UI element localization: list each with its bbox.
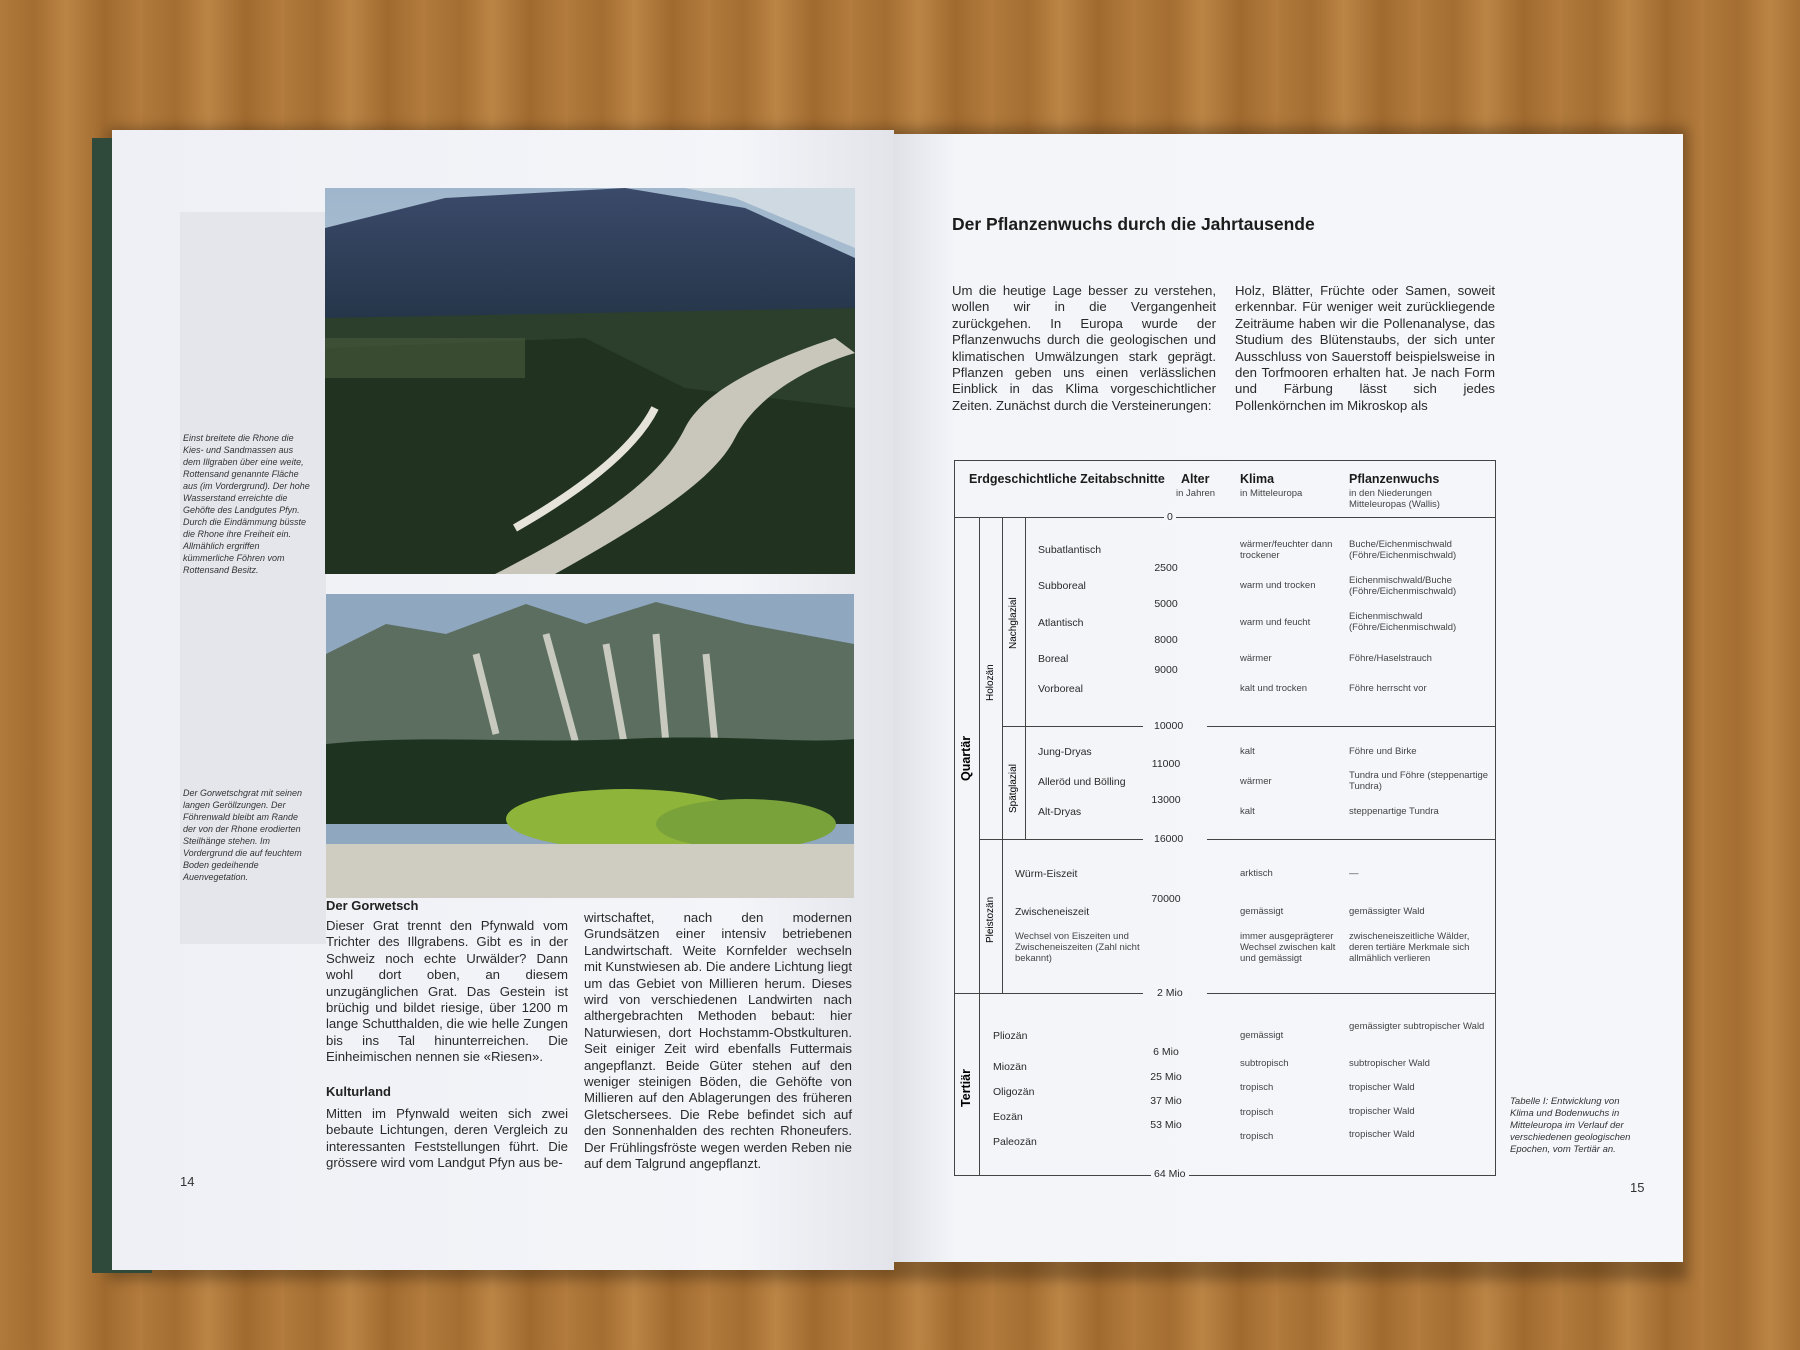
year-label: 8000 bbox=[1154, 634, 1178, 646]
row-flora: gemässigter Wald bbox=[1349, 906, 1425, 917]
divider-16000-right bbox=[1207, 839, 1495, 840]
row-climate: kalt bbox=[1240, 746, 1255, 757]
row-climate: immer ausgeprägterer Wechsel zwischen kalt und gemässigt bbox=[1240, 931, 1336, 964]
row-climate: gemässigt bbox=[1240, 1030, 1284, 1041]
divider-10000-left bbox=[1003, 726, 1143, 727]
year-label: 5000 bbox=[1154, 598, 1178, 610]
header-climate: Klima bbox=[1240, 472, 1275, 486]
boundary-2mio: 2 Mio bbox=[1154, 987, 1186, 999]
page-number-left: 14 bbox=[180, 1174, 195, 1189]
row-name: Subboreal bbox=[1038, 580, 1086, 592]
intro-column-2: Holz, Blätter, Früchte oder Samen, soweit erkennbar. Für weniger weit zurückliegende Zeiträume haben wir die Pollenanalyse, das Studium des Blütenstaubs, der sich unter Ausschluss von Sauerstoff beispielsweise in den Torfmooren erhalten hat. Je nach Form und Färbung lässt sich jedes Pollenkörnchen im Mikroskop als bbox=[1235, 283, 1495, 413]
row-climate: tropisch bbox=[1240, 1131, 1274, 1142]
boundary-16000: 16000 bbox=[1151, 833, 1186, 845]
row-climate: wärmer bbox=[1240, 653, 1272, 664]
row-name: Oligozän bbox=[993, 1086, 1035, 1098]
subera-holozaen: Holozän bbox=[985, 664, 996, 701]
intro-column-1: Um die heutige Lage besser zu verstehen, wollen wir in die Vergangenheit zurückgehen. In Europa wurde der Pflanzenwuchs durch die geologischen und klimatischen Umwälzungen stark geprägt. Pflanzen geben uns einen verlässlichen Einblick in das Klima vorgeschichtlicher Zeiten. Zunächst durch die Versteinerungen: bbox=[952, 283, 1216, 413]
row-name: Paleozän bbox=[993, 1136, 1037, 1148]
boundary-10000: 10000 bbox=[1151, 720, 1186, 732]
row-name: Vorboreal bbox=[1038, 683, 1083, 695]
row-climate: arktisch bbox=[1240, 868, 1273, 879]
divider-2mio-right bbox=[1207, 993, 1495, 994]
row-climate: tropisch bbox=[1240, 1107, 1274, 1118]
row-climate: kalt bbox=[1240, 806, 1255, 817]
row-flora: Föhre herrscht vor bbox=[1349, 683, 1427, 694]
row-name: Zwischeneiszeit bbox=[1015, 906, 1090, 918]
row-flora: subtropischer Wald bbox=[1349, 1058, 1430, 1069]
row-name: Boreal bbox=[1038, 653, 1069, 665]
row-name: Atlantisch bbox=[1038, 617, 1084, 629]
row-name: Alleröd und Bölling bbox=[1038, 776, 1126, 788]
year-label: 2500 bbox=[1154, 562, 1178, 574]
page-title: Der Pflanzenwuchs durch die Jahrtausende bbox=[952, 214, 1315, 234]
row-name: Würm-Eiszeit bbox=[1015, 868, 1078, 880]
year-label: 25 Mio bbox=[1150, 1071, 1182, 1083]
row-climate: gemässigt bbox=[1240, 906, 1284, 917]
row-flora: zwischeneiszeitliche Wälder, deren tertiäre Merkmale sich allmählich verlieren bbox=[1349, 931, 1470, 964]
heading-gorwetsch: Der Gorwetsch bbox=[326, 898, 419, 913]
row-flora: tropischer Wald bbox=[1349, 1082, 1415, 1093]
subera-pleistozaen: Pleistozän bbox=[985, 896, 996, 943]
year-label: 6 Mio bbox=[1153, 1046, 1179, 1058]
table-caption: Tabelle I: Entwicklung von Klima und Bodenwuchs in Mitteleuropa im Verlauf der verschiedenen geologischen Epochen, vom Tertiär an. bbox=[1510, 1096, 1631, 1155]
photo-caption-1: Einst breitete die Rhone die Kies- und Sandmassen aus dem Illgraben über eine weite, Rottensand genannte Fläche aus (im Vordergrund). Der hohe Wasserstand erreichte die Gehöfte des Landgutes Pfyn. Durch die Eindämmung büsste die Rhone ihre Freiheit ein. Allmählich ergriffen kümmerliche Föhren vom Rottensand Besitz. bbox=[183, 433, 310, 575]
row-name: Jung-Dryas bbox=[1038, 746, 1092, 758]
geology-table bbox=[954, 460, 1496, 1180]
photo-caption-2: Der Gorwetschgrat mit seinen langen Geröllzungen. Der Föhrenwald bleibt am Rande der von der Rhone erodierten Steilhänge stehen. Im Vordergrund die auf feuchtem Boden gedeihende Auenvegetation. bbox=[183, 788, 303, 882]
photo-rhone-valley bbox=[325, 188, 855, 574]
row-flora: Föhre/Haselstrauch bbox=[1349, 653, 1432, 664]
row-flora: Tundra und Föhre (steppenartige Tundra) bbox=[1349, 770, 1489, 792]
divider-10000-right bbox=[1207, 726, 1495, 727]
year-label: 53 Mio bbox=[1150, 1119, 1182, 1131]
row-climate: wärmer/feuchter dann trockener bbox=[1240, 539, 1333, 561]
row-flora: — bbox=[1349, 868, 1359, 879]
row-name: Alt-Dryas bbox=[1038, 806, 1082, 818]
paragraph-gorwetsch: Dieser Grat trennt den Pfynwald vom Trichter des Illgrabens. Gibt es in der Schweiz noch echte Urwälder? Dann wohl dort oben, an diesem unzugänglichen Grat. Das Gestein ist brüchig und bildet riesige, über 1200 m lange Schutthalden, die wie helle Zungen bis ins Tal hinunterreichen. Die Einheimischen nennen sie «Riesen». bbox=[326, 918, 568, 1065]
row-flora: Föhre und Birke bbox=[1349, 746, 1417, 757]
header-flora-sub: in den Niederungen Mitteleuropas (Wallis) bbox=[1349, 488, 1440, 510]
row-climate: wärmer bbox=[1240, 776, 1272, 787]
row-flora: Eichenmischwald (Föhre/Eichenmischwald) bbox=[1349, 611, 1457, 633]
header-epoch: Erdgeschichtliche Zeitabschnitte bbox=[969, 472, 1165, 486]
paragraph-column-2: wirtschaftet, nach den modernen Grundsätzen einer intensiv betriebenen Landwirtschaft. Weite Kornfelder wechseln mit Kunstwiesen ab. Die andere Lichtung liegt um das Gebiet von Millieren herum. Dieses wird von verschiedenen Landwirten nach althergebrachten Methoden bebaut: hier Naturwiesen, dort Hochstamm-Obstkulturen. Seit einiger Zeit wird ebenfalls Futtermais angepflanzt. Beide Güter stehen auf den weniger steinigen Böden, die Gehöfte von Millieren auf den Ablagerungen des früheren Gletschersees. Die Rebe befindet sich auf den Sonnenhalden des rechten Rhoneufers. Der Frühlingsfröste wegen werden Reben nie auf dem Talgrund angepflanzt. bbox=[584, 910, 852, 1172]
year-label: 70000 bbox=[1151, 893, 1181, 905]
row-name: Subatlantisch bbox=[1038, 544, 1102, 556]
header-age: Alter bbox=[1181, 472, 1210, 486]
row-climate: tropisch bbox=[1240, 1082, 1274, 1093]
subera-column-line bbox=[1002, 517, 1003, 993]
row-flora: steppenartige Tundra bbox=[1349, 806, 1439, 817]
boundary-64mio: 64 Mio bbox=[1151, 1168, 1189, 1180]
header-flora: Pflanzenwuchs bbox=[1349, 472, 1440, 486]
year-label: 11000 bbox=[1151, 758, 1181, 770]
row-name: Wechsel von Eiszeiten und Zwischeneiszeiten (Zahl nicht bekannt) bbox=[1015, 931, 1140, 964]
row-flora: gemässigter subtropischer Wald bbox=[1349, 1021, 1485, 1032]
row-climate: warm und feucht bbox=[1240, 617, 1311, 628]
divider-0-left bbox=[1025, 517, 1125, 518]
row-climate: kalt und trocken bbox=[1240, 683, 1308, 694]
divider-16000-left bbox=[979, 839, 1143, 840]
era-quartaer: Quartär bbox=[959, 735, 973, 781]
boundary-0: 0 bbox=[1164, 511, 1176, 523]
divider-2mio-left bbox=[955, 993, 1143, 994]
stage-nacheiszeit: Nachglazial bbox=[1008, 597, 1019, 649]
year-label: 13000 bbox=[1151, 794, 1181, 806]
heading-kulturland: Kulturland bbox=[326, 1084, 391, 1099]
era-tertiaer: Tertiär bbox=[959, 1069, 973, 1107]
header-age-sub: in Jahren bbox=[1176, 488, 1216, 499]
row-climate: subtropisch bbox=[1240, 1058, 1289, 1069]
header-climate-sub: in Mitteleuropa bbox=[1240, 488, 1303, 499]
row-name: Pliozän bbox=[993, 1030, 1028, 1042]
year-label: 9000 bbox=[1154, 664, 1178, 676]
year-label: 37 Mio bbox=[1150, 1095, 1182, 1107]
stage-column-line bbox=[1025, 517, 1026, 839]
photo-gorwetsch-ridge bbox=[326, 594, 854, 898]
row-flora: tropischer Wald bbox=[1349, 1106, 1415, 1117]
row-climate: warm und trocken bbox=[1240, 580, 1316, 591]
row-name: Eozän bbox=[993, 1111, 1023, 1123]
row-flora: Eichenmischwald/Buche (Föhre/Eichenmischwald) bbox=[1349, 575, 1457, 597]
stage-spaetglazial: Spätglazial bbox=[1008, 764, 1019, 813]
row-flora: tropischer Wald bbox=[1349, 1129, 1415, 1140]
page-number-right: 15 bbox=[1630, 1180, 1645, 1195]
paragraph-kulturland: Mitten im Pfynwald weiten sich zwei bebaute Lichtungen, deren Vergleich zu interessanten Feststellungen führt. Die grössere wird vom Landgut Pfyn aus be- bbox=[326, 1106, 568, 1171]
row-name: Miozän bbox=[993, 1061, 1027, 1073]
era-column-line bbox=[979, 517, 980, 1175]
row-flora: Buche/Eichenmischwald (Föhre/Eichenmischwald) bbox=[1349, 539, 1457, 561]
